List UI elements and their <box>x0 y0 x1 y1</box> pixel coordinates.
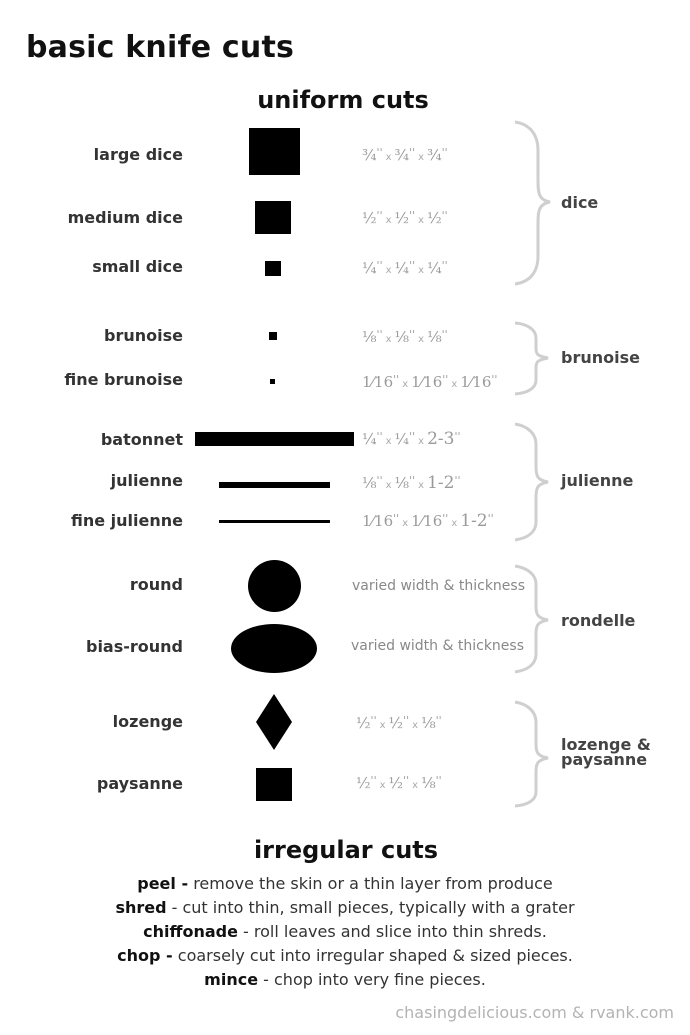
cut-label-large-dice: large dice <box>93 145 183 164</box>
group-label-line-2: paysanne <box>561 750 648 769</box>
cut-label-round: round <box>129 575 183 594</box>
julienne-brace <box>515 424 548 540</box>
group-label-brunoise: brunoise <box>561 348 640 367</box>
cut-label-lozenge: lozenge <box>112 712 183 731</box>
cut-label-bias-round: bias-round <box>85 637 183 656</box>
list-item: mince - chop into very fine pieces. <box>204 970 486 989</box>
dice-brace <box>515 122 550 284</box>
group-label-line-1: lozenge & <box>561 735 651 754</box>
dims-small-dice: ¼'' x ¼'' x ¼'' <box>362 259 448 277</box>
group-label-dice: dice <box>561 193 599 212</box>
dims-round: varied width & thickness <box>352 578 525 594</box>
dims-brunoise: ⅛'' x ⅛'' x ⅛'' <box>362 328 448 346</box>
list-item: chiffonade - roll leaves and slice into thin shreds. <box>143 922 547 941</box>
cut-label-small-dice: small dice <box>92 257 183 276</box>
cut-label-brunoise: brunoise <box>104 326 183 345</box>
cut-label-batonnet: batonnet <box>100 430 183 449</box>
irregular-cuts-list <box>0 872 690 992</box>
dims-fine-julienne: 1⁄16'' x 1⁄16'' x 1-2'' <box>362 511 494 531</box>
dims-batonnet: ¼'' x ¼'' x 2-3'' <box>362 429 461 449</box>
irregular-cuts-heading: irregular cuts <box>253 836 439 864</box>
brunoise-brace <box>515 323 548 394</box>
uniform-cuts-heading: uniform cuts <box>257 86 429 114</box>
dims-bias-round: varied width & thickness <box>351 638 524 654</box>
page-title: basic knife cuts <box>26 30 295 65</box>
dims-paysanne: ½'' x ½'' x ⅛'' <box>356 774 442 792</box>
dims-medium-dice: ½'' x ½'' x ½'' <box>362 209 448 227</box>
dims-julienne: ⅛'' x ⅛'' x 1-2'' <box>362 473 461 493</box>
rondelle-brace <box>515 566 548 672</box>
cut-label-fine-brunoise: fine brunoise <box>64 370 183 389</box>
cut-label-julienne: julienne <box>110 471 183 490</box>
dims-lozenge: ½'' x ½'' x ⅛'' <box>356 714 442 732</box>
credit-line: chasingdelicious.com & rvank.com <box>395 1003 674 1022</box>
dims-fine-brunoise: 1⁄16'' x 1⁄16'' x 1⁄16'' <box>362 373 498 391</box>
group-label-rondelle: rondelle <box>561 611 636 630</box>
group-label-lozenge-paysanne <box>561 737 651 767</box>
dims-large-dice: ¾'' x ¾'' x ¾'' <box>362 146 448 164</box>
cut-label-medium-dice: medium dice <box>67 208 183 227</box>
lozenge-paysanne-brace <box>515 702 548 806</box>
list-item: chop - coarsely cut into irregular shaped & sized pieces. <box>117 946 573 965</box>
group-label-julienne: julienne <box>561 471 634 490</box>
list-item: shred - cut into thin, small pieces, typically with a grater <box>115 898 575 917</box>
list-item: peel - remove the skin or a thin layer from produce <box>137 874 553 893</box>
cut-label-fine-julienne: fine julienne <box>71 511 183 530</box>
cut-label-paysanne: paysanne <box>96 774 183 793</box>
